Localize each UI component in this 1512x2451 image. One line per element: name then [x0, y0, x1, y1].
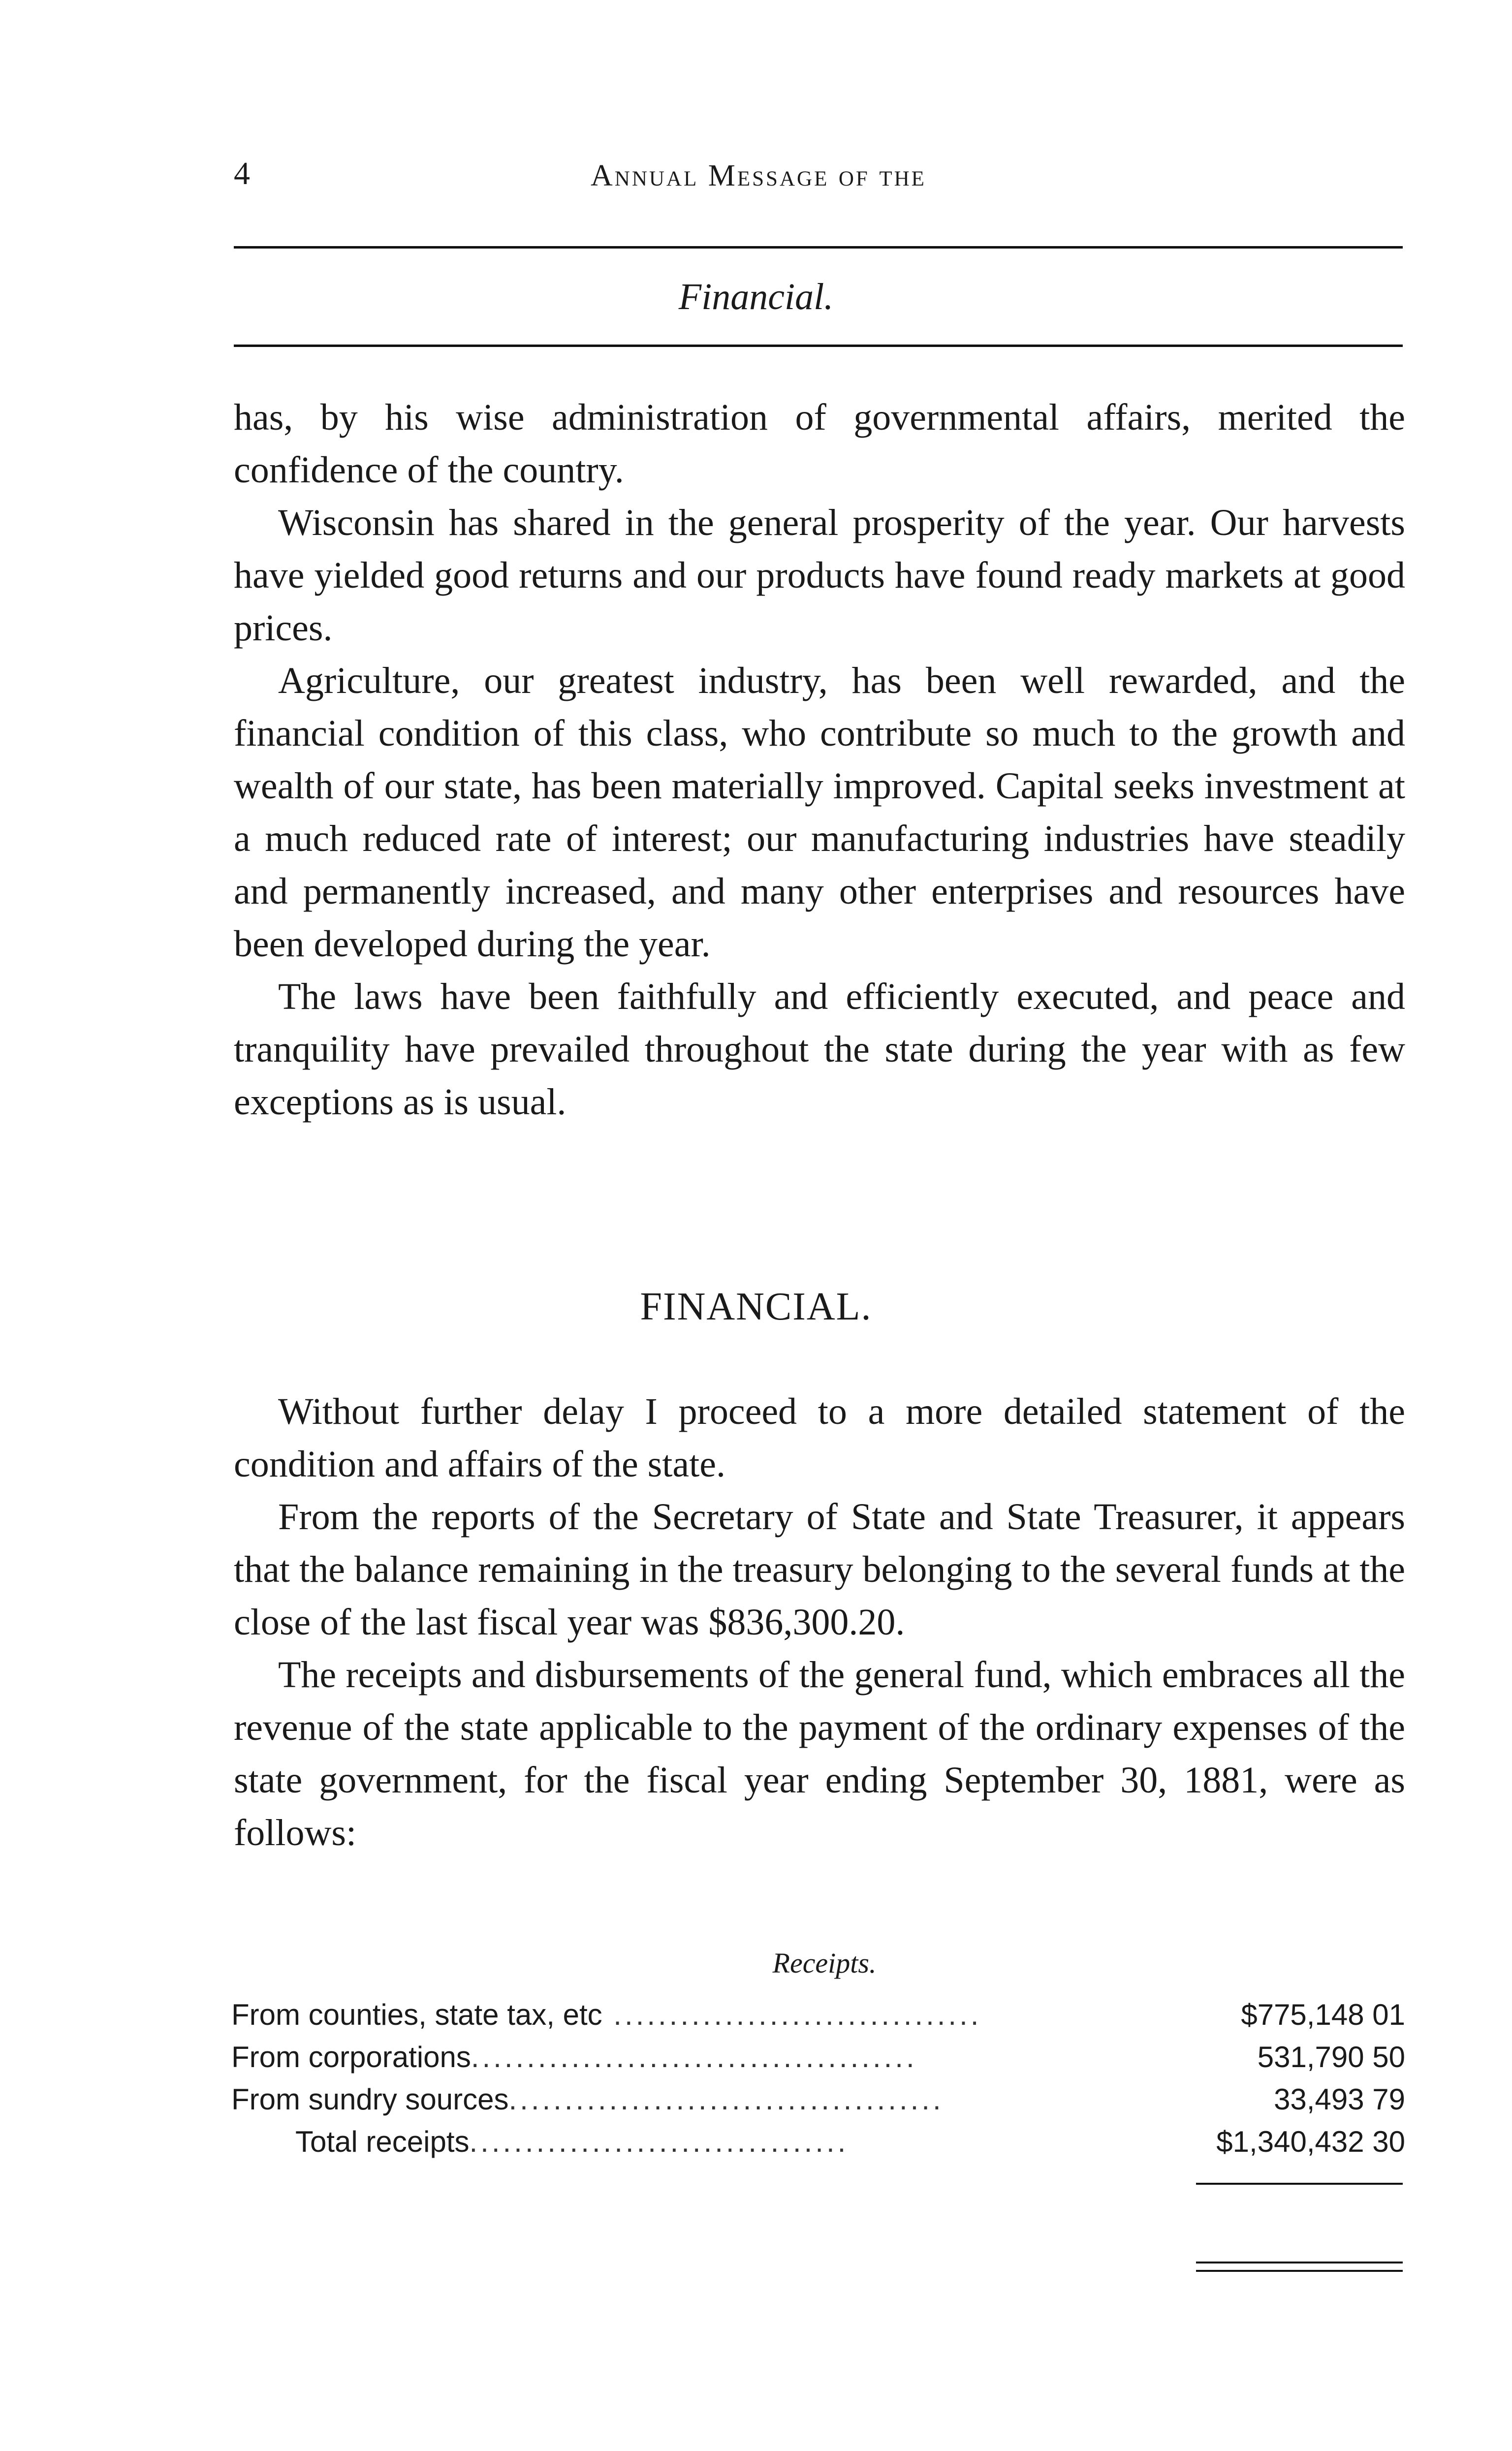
row-label: From sundry sources.......................................: [231, 2082, 944, 2116]
paragraph: From the reports of the Secretary of State and State Treasurer, it appears that the balance remaining in the treasury belonging to the several funds at the close of the last fiscal year was $836,300.20.: [234, 1496, 1405, 1643]
financial-text: [234, 1385, 1405, 1859]
row-amount: 531,790 50: [1257, 2040, 1405, 2074]
row-amount: $775,148 01: [1241, 1998, 1405, 2031]
table-row-total: [231, 2120, 1405, 2163]
sum-rule: [1196, 2183, 1403, 2185]
receipts-table: [231, 1993, 1405, 2163]
table-row: [231, 2078, 1405, 2120]
total-amount: $1,340,432 30: [1216, 2125, 1405, 2158]
section-label: Financial.: [678, 276, 834, 317]
table-row: [231, 2036, 1405, 2078]
header-rule-top: [234, 246, 1403, 249]
receipts-heading: Receipts.: [772, 1947, 877, 1979]
total-double-rule: [1196, 2270, 1403, 2272]
row-label: From corporations........................................: [231, 2040, 917, 2074]
table-row: [231, 1993, 1405, 2036]
page-number: 4: [234, 156, 251, 191]
paragraph: The receipts and disbursements of the general fund, which embraces all the revenue of the state applicable to the payment of the ordinary expenses of the state government, for the fiscal year ending September 30, 1881, were as follows:: [234, 1654, 1405, 1854]
section-heading: FINANCIAL.: [640, 1285, 872, 1328]
total-double-rule: [1196, 2262, 1403, 2263]
header-rule-bottom: [234, 345, 1403, 347]
running-head: Annual Message of the: [591, 159, 926, 192]
paragraph: Agriculture, our greatest industry, has been well rewarded, and the financial condition of this class, who contribute so much to the growth and wealth of our state, has been materially improved. Capital seeks investment at a much reduced rate of interest; our manufacturing industries have steadily and permanently increased, and many other enterprises and resources have been developed during the year.: [234, 660, 1405, 965]
intro-text: [234, 391, 1405, 1129]
total-label: Total receipts..................................: [295, 2125, 849, 2158]
row-label: From counties, state tax, etc .................................: [231, 1998, 982, 2031]
row-amount: 33,493 79: [1274, 2082, 1405, 2116]
paragraph: has, by his wise administration of governmental affairs, merited the confidence of the country.: [234, 397, 1405, 491]
paragraph: Wisconsin has shared in the general prosperity of the year. Our harvests have yielded good returns and our products have found ready markets at good prices.: [234, 502, 1405, 649]
paragraph: The laws have been faithfully and efficiently executed, and peace and tranquility have prevailed throughout the state during the year with as few exceptions as is usual.: [234, 976, 1405, 1123]
paragraph: Without further delay I proceed to a more detailed statement of the condition and affairs of the state.: [234, 1391, 1405, 1485]
